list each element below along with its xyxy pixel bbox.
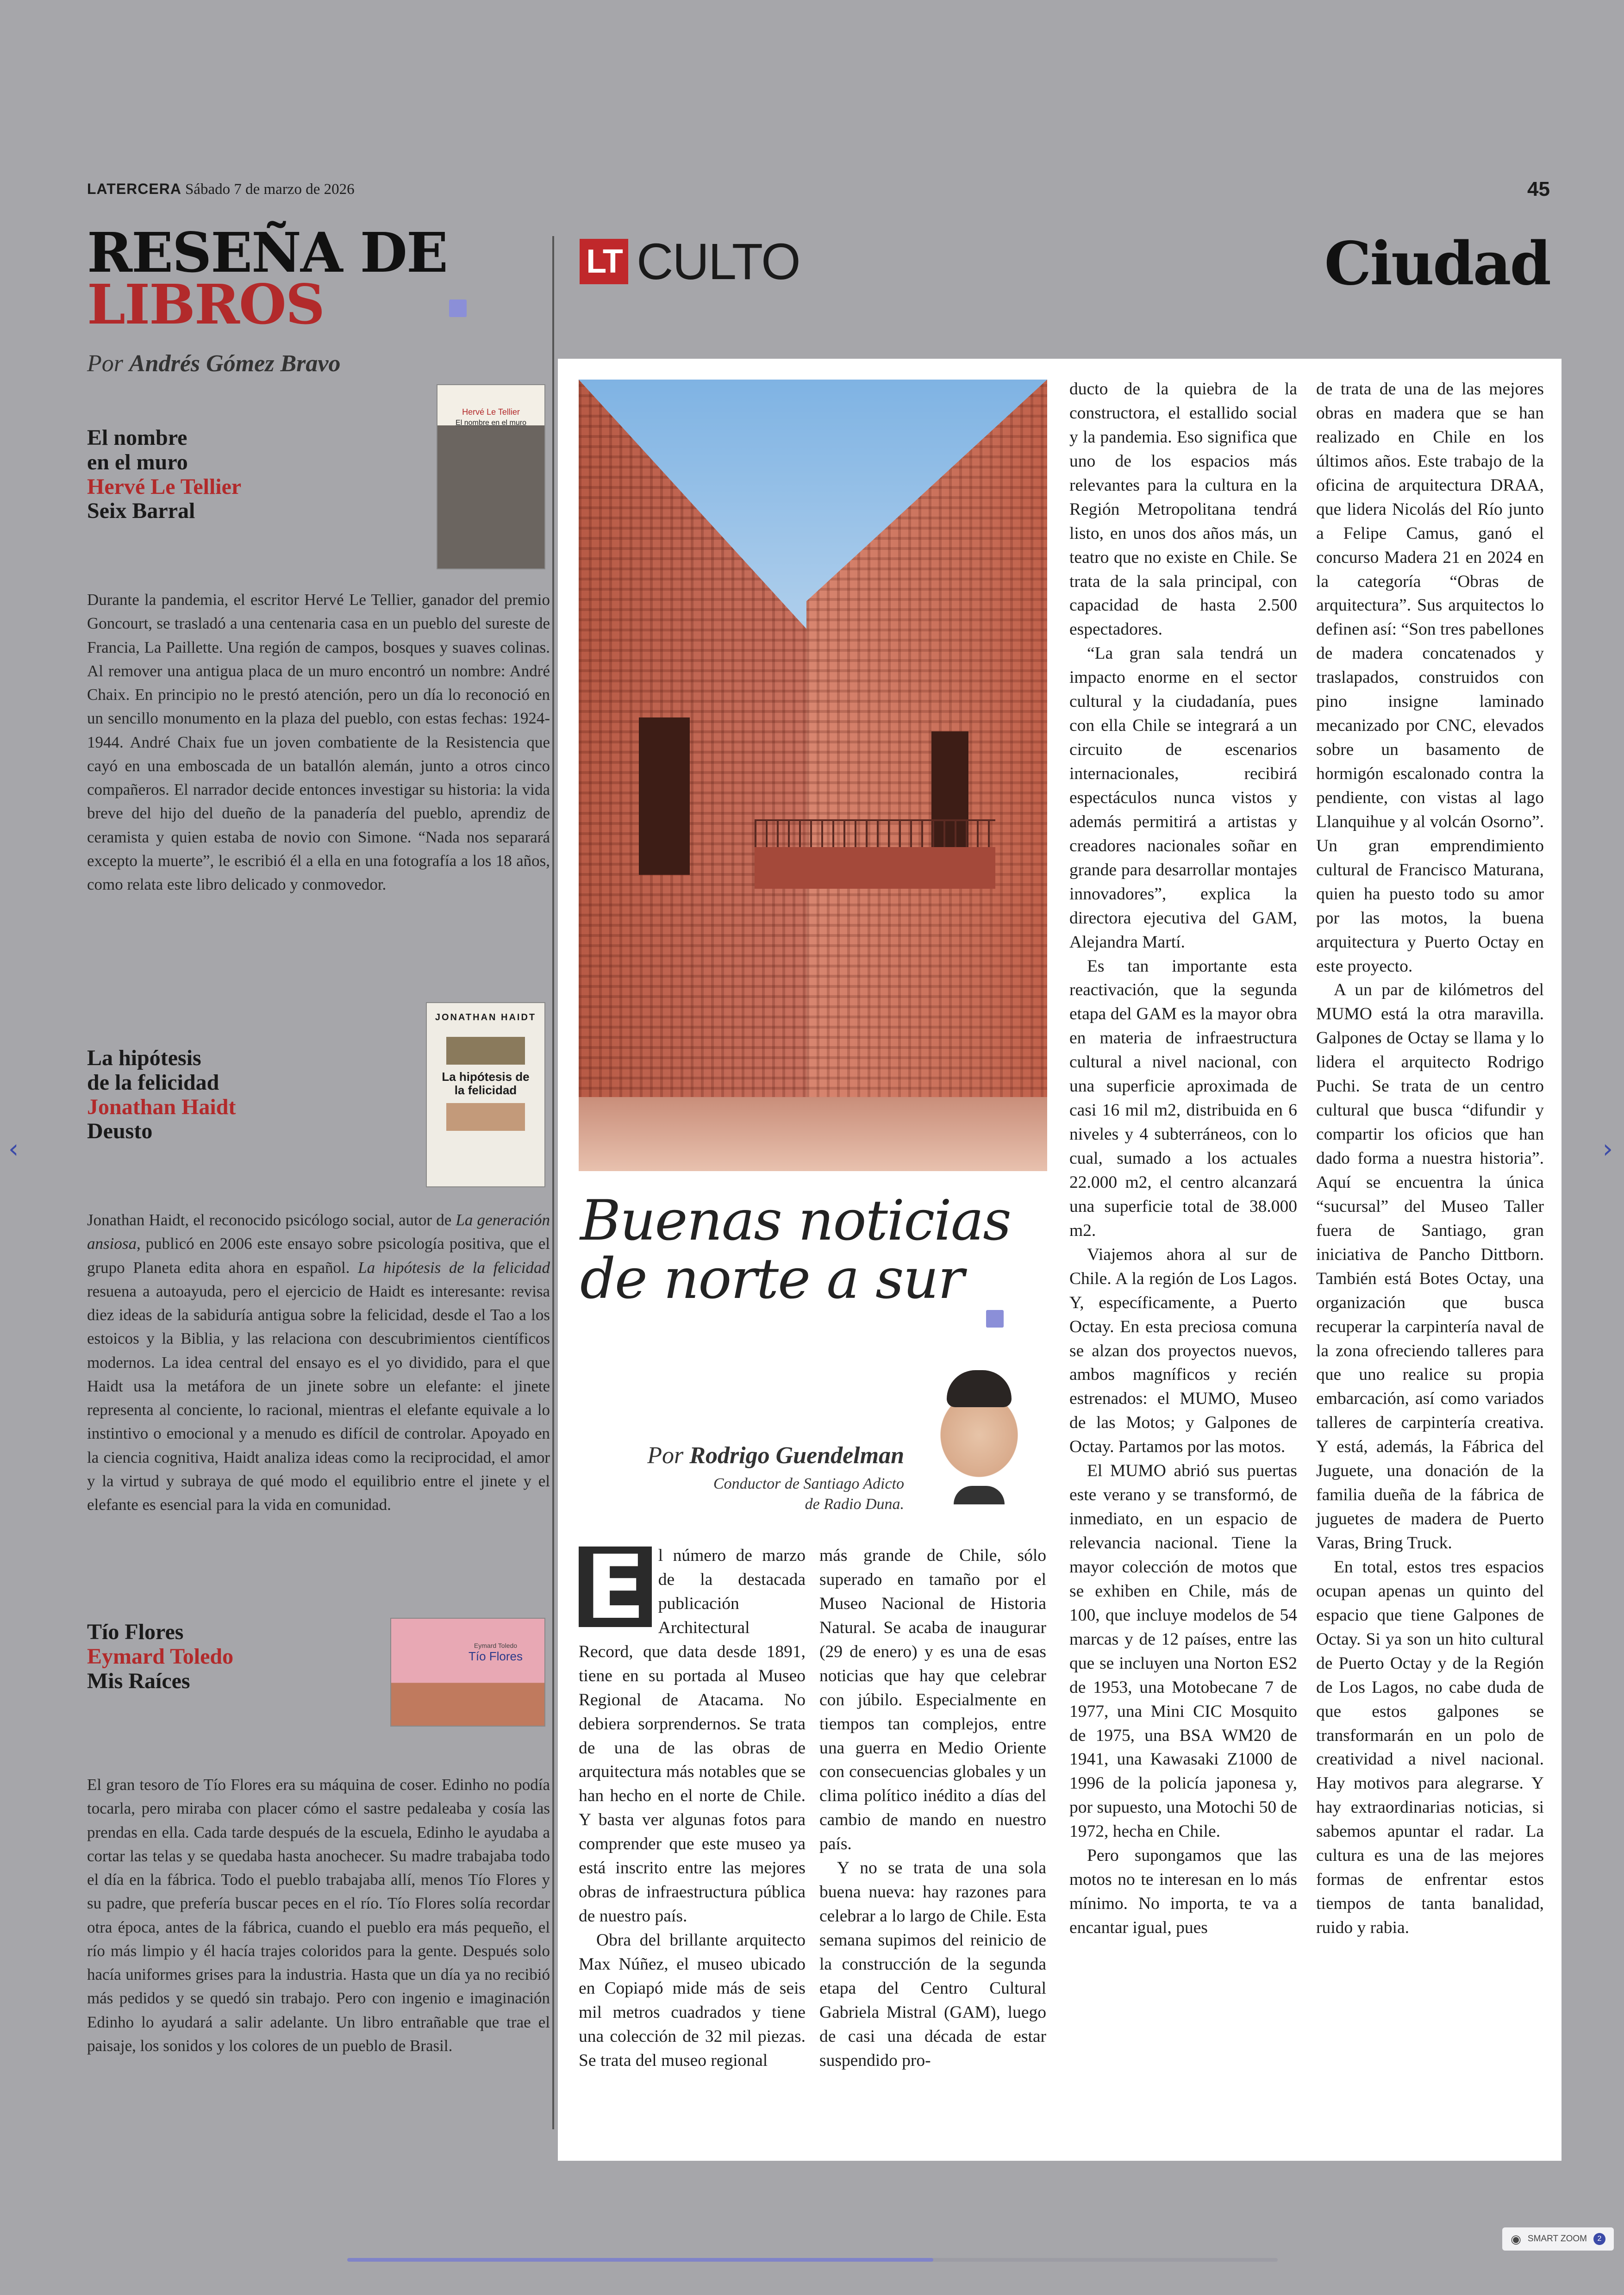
col2-paragraph-2: Y no se trata de una sola buena nueva: hay razones para celebrar a lo largo de Chile. Esta semana supimos del reinicio de la construcción de la segunda etapa del Centro Cultural Gabriela Mistral (GAM), luego de casi una década de estar suspendido pro-: [819, 1858, 1046, 2070]
book-reviews-column: [87, 220, 550, 2120]
newspaper-page: [74, 157, 1550, 2185]
photo-bridge-railing: [755, 819, 995, 847]
book-2-author: Jonathan Haidt: [87, 1094, 236, 1119]
zoom-marker-reviews[interactable]: [449, 299, 467, 317]
masthead-date: Sábado 7 de marzo de 2026: [185, 181, 355, 198]
author-role: [580, 1474, 904, 1515]
col3-paragraph-5: El MUMO abrió sus puertas este verano y se transformó, de inmediato, en un espacio de relevancia nacional. Tiene la mayor colección de motos que se exhiben en Chile, más de 100, que incluye modelos de 54 marcas y de 12 países, entre las que se incluyen una Norton ES2 de 1953, una Motobecane 7 de 1977, una Mini CIC Mosquito de 1975, una BSA WM20 de 1941, una Kawasaki Z1000 de 1996 de la policía japonesa y, por supuesto, una Motochi 50 de 1972, hecha en Chile.: [1069, 1461, 1297, 1841]
culto-logo: [580, 233, 800, 290]
book-2-cover-title: La hipótesis de la felicidad: [442, 1070, 530, 1097]
smart-zoom-badge: 2: [1593, 2233, 1605, 2245]
book-2-title-line1: La hipótesis: [87, 1046, 201, 1070]
col2-paragraph-1: más grande de Chile, sólo superado en tamaño por el Museo Nacional de Historia Natural. Se acaba de inaugurar (29 de enero) y es una de esas noticias que hay que celebrar con júbilo. Especialmente en tiempos tan complejos, entre una guerra en Medio Oriente con consecuencias globales y un clima político inédito a días del cambio de mando en nuestro país.: [819, 1546, 1046, 1854]
author-portrait: [926, 1366, 1032, 1504]
reviews-byline-name: Andrés Gómez Bravo: [129, 350, 341, 377]
author-name: Rodrigo Guendelman: [689, 1442, 904, 1469]
smart-zoom-button[interactable]: [1502, 2227, 1614, 2251]
zoom-marker-headline[interactable]: [986, 1310, 1004, 1328]
headline-line2: de norte a sur: [580, 1247, 964, 1311]
drop-cap: E: [579, 1547, 652, 1627]
headline-line1: Buenas noticias: [580, 1189, 1011, 1253]
smart-zoom-label: SMART ZOOM: [1527, 2234, 1587, 2244]
article: [558, 359, 1562, 2161]
book-3-cover: [390, 1618, 545, 1727]
photo-wall-right: [806, 380, 1047, 1171]
book-2-text-a: Jonathan Haidt, el reconocido psicólogo social, autor de: [87, 1211, 456, 1229]
section-name: Ciudad: [1324, 229, 1550, 299]
book-2-title-line2: de la felicidad: [87, 1070, 219, 1095]
book-2-cover-author: JONATHAN HAIDT: [435, 1012, 537, 1023]
author-role-line2: de Radio Duna.: [805, 1496, 904, 1513]
reviews-title-line2: LIBROS: [87, 272, 324, 337]
col3-paragraph-1: ducto de la quiebra de la constructora, el estallido social y la pandemia. Eso significa que uno de los espacios más relevantes para la cultura en la Región Metropolitana tendrá listo, en unos dos años más, un teatro que no existe en Chile. Se trata de la sala principal, con capacidad de hasta 2.500 espectadores.: [1069, 380, 1297, 639]
author-prefix: Por: [647, 1442, 684, 1469]
eye-icon: ◉: [1511, 2232, 1521, 2246]
book-review-2: [87, 1012, 550, 1514]
book-2-text-b: , publicó en 2006 este ensayo sobre psicología positiva, que el grupo Planeta edita ahora en español.: [87, 1235, 550, 1277]
book-2-text-italic-2: La hipótesis de la felicidad: [358, 1258, 550, 1277]
culto-logo-lt: LT: [580, 239, 628, 284]
col1-paragraph-1-text: l número de marzo de la destacada publicación Architectural Record, que data desde 1891, tiene en su portada al Museo Regional de Atacama. No debiera sorprendernos. Se trata de una de las obras de arquitectura más notables que se han hecho en el norte de Chile. Y basta ver algunas fotos para comprender que este museo ya está inscrito entre las mejores obras de infraestructura pública de nuestro país.: [579, 1546, 806, 1926]
culto-logo-word: CULTO: [637, 233, 800, 290]
article-author: [580, 1442, 904, 1515]
book-3-title-line1: Tío Flores: [87, 1620, 184, 1644]
book-1-cover-title: El nombre en el muro: [456, 419, 526, 427]
page-progress-fill: [347, 2258, 933, 2262]
reviews-byline: [87, 350, 550, 377]
article-photo: [579, 380, 1047, 1171]
photo-floor: [579, 1097, 1047, 1171]
photo-doorway-left: [639, 717, 690, 875]
author-name-line: [580, 1442, 904, 1469]
col4-paragraph-1: de trata de una de las mejores obras en madera que se han realizado en Chile en los últimos años. Este trabajo de la oficina de arquitectura DRAA, que lidera Nicolás del Río junto a Felipe Camus, ganó el concurso Madera 21 en 2024 en la categoría “Obras de arquitectura”. Sus arquitectos lo definen así: “Son tres pabellones de madera concatenados y traslapados, construidos con pino insigne laminado mecanizado por CNC, elevados sobre un basamento de hormigón escalonado contra la pendiente, con vistas al lago Llanquihue y al volcán Osorno”. Un gran emprendimiento cultural de Francisco Maturana, quien ha puesto todo su amor por las motos, la buena arquitectura y Puerto Octay en este proyecto.: [1316, 380, 1544, 976]
book-2-cover-art-top: [446, 1037, 525, 1065]
page-progress-bar[interactable]: [347, 2258, 1278, 2262]
article-column-1: [579, 1536, 806, 2073]
reviews-title-line1: RESEÑA DE: [87, 220, 447, 285]
book-2-text-c: resuena a autoayuda, pero el ejercicio de Haidt es interesante: revisa diez ideas de la sabiduría antigua sobre la felicidad, desde el Tao a los estoicos y la Biblia, y las relaciona con descubrimientos científicos modernos. La idea central del ensayo es el yo dividido, para el que Haidt usa la metáfora de un jinete sobre un elefante: el jinete representa al conciente, lo racional, mientras el elefante equivale a lo instintivo o emocional y a menudo es difícil de controlar. Apoyado en la ciencia cognitiva, Haidt analiza ideas como la reciprocidad, el amor y la virtud y subraya de qué modo el equilibrio entre el jinete y el elefante es esencial para la vida en comunidad.: [87, 1282, 550, 1514]
reviews-byline-prefix: Por: [87, 350, 123, 377]
book-2-cover: [426, 1002, 545, 1187]
book-2-publisher: Deusto: [87, 1119, 153, 1144]
book-3-cover-author: Eymard Toledo: [474, 1642, 518, 1649]
article-column-4: [1316, 377, 1544, 1940]
book-1-text: Durante la pandemia, el escritor Hervé Le Tellier, ganador del premio Goncourt, se trasladó a una centenaria casa en un pueblo del sureste de Francia, La Paillette. Una región de campos, bosques y suaves colinas. Al remover una antigua placa de un muro encontró un nombre: André Chaix. En principio no le prestó atención, pero un día lo reconoció en un sencillo monumento en la plaza del pueblo, con estas fechas: 1924-1944. André Chaix fue un joven combatiente de la Resistencia que cayó en una emboscada de un batallón alemán, junto a otros cinco compañeros. El narrador decide entonces investigar su historia: la vida breve del hijo del dueño de la panadería del pueblo, aprendiz de ceramista y quien estaba de novio con Simone. “Nada nos separará excepto la muerte”, le escribió él a ella en una fotografía a los 18 años, como relata este libro delicado y conmovedor.: [87, 591, 550, 894]
photo-bridge: [755, 847, 995, 889]
book-2-text-italic-1: La generación ansiosa: [87, 1211, 550, 1253]
book-3-author: Eymard Toledo: [87, 1644, 234, 1669]
prev-page-button[interactable]: ‹: [8, 1134, 19, 1164]
book-1-publisher: Seix Barral: [87, 499, 195, 524]
article-headline: [580, 1189, 1043, 1311]
book-review-1: [87, 407, 550, 894]
book-3-text: El gran tesoro de Tío Flores era su máquina de coser. Edinho no podía tocarla, pero miraba con placer cómo el sastre pedaleaba y cosía las prendas en ella. Cada tarde después de la escuela, Edinho le ayudaba a cortar las telas y se quedaba hasta anochecer. Su madre trabajaba todo el día en la fábrica. Todo el pueblo trabajaba allí, menos Tío Flores y su padre, que prefería buscar peces en el río. Tío Flores solía recordar otra época, antes de la fábrica, cuando el pueblo era más pequeño, el río más limpio y él hacía trajes coloridos para la gente. Después solo hacía uniformes grises para la industria. Hasta que un día ya no recibió más pedidos y se quedó sin trabajo. Pero con ingenio e imaginación Edinho lo ayudará a salir adelante. Un libro entrañable que trae el paisaje, los sonidos y los colores de un pueblo de Brasil.: [87, 1776, 550, 2055]
book-2-cover-art-bottom: [446, 1103, 525, 1131]
article-column-2: [819, 1544, 1046, 2073]
col3-paragraph-6: Pero supongamos que las motos no te interesan en lo más mínimo. No importa, te va a encantar igual, pues: [1069, 1846, 1297, 1937]
col4-paragraph-3: En total, estos tres espacios ocupan apenas un quinto del espacio que tiene Galpones de Octay. Si ya son un hito cultural de Puerto Octay y de la Región de Los Lagos, no cabe duda de que estos galpones se transformarán en un polo de creatividad a nivel nacional. Hay motivos para alegrarse. Y hay extraordinarias noticias, si sabemos apuntar el radar. La cultura es una de las mejores formas de enfrentar estos tiempos de tanta banalidad, ruido y rabia.: [1316, 1557, 1544, 1937]
col4-paragraph-2: A un par de kilómetros del MUMO está la otra maravilla. Galpones de Octay se llama y lo lidera el arquitecto Rodrigo Puchi. Se trata de un centro cultural que busca “difundir y compartir los oficios que han dado forma a nuestra historia”. Aquí se encuentra la única “sucursal” del Museo Taller fuera de Santiago, gran iniciativa de Pancho Dittborn. También está Botes Octay, una organización que busca recuperar la carpintería naval de la zona ofreciendo talleres para que uno realice su propia embarcación, así como variados talleres de carpintería creativa. Y está, además, la Fábrica del Juguete, una donación de la familia dueña de la fábrica de juguetes de madera de Puerto Varas, Bring Truck.: [1316, 980, 1544, 1553]
book-review-3: [87, 1620, 550, 2055]
col1-paragraph-2: Obra del brillante arquitecto Max Núñez, el museo ubicado en Copiapó mide más de seis mil metros cuadrados y tiene una colección de 32 mil piezas. Se trata del museo regional: [579, 1931, 806, 2070]
book-1-cover-author: Hervé Le Tellier: [462, 407, 520, 417]
col3-paragraph-4: Viajemos ahora al sur de Chile. A la región de Los Lagos. Y, específicamente, a Puerto Octay. En esta preciosa comuna se alzan dos proyectos nuevos, ambos magníficos y recién estrenados: el MUMO, Museo de las Motos; y Galpones de Octay. Partamos por las motos.: [1069, 1245, 1297, 1457]
col3-paragraph-2: “La gran sala tendrá un impacto enorme en el sector cultural y la ciudadanía, pues con ella Chile se integrará a un circuito de escenarios internacionales, recibirá espectáculos nunca vistos y además permitirá a artistas y creadores nacionales soñar en grande para desarrollar montajes innovadores”, explica la directora ejecutiva del GAM, Alejandra Martí.: [1069, 644, 1297, 952]
next-page-button[interactable]: ›: [1602, 1134, 1613, 1164]
page-number: 45: [1527, 178, 1550, 200]
column-divider: [552, 236, 554, 2129]
masthead: [87, 178, 1550, 208]
book-1-title-line2: en el muro: [87, 449, 188, 474]
photo-wall-left: [579, 380, 810, 1171]
reviews-section-title: [87, 220, 550, 337]
masthead-brand: LATERCERA: [87, 181, 181, 197]
book-1-cover: [437, 384, 545, 569]
book-1-title-line1: El nombre: [87, 425, 187, 450]
book-2-text: [87, 1208, 550, 1516]
col1-paragraph-1: [579, 1536, 806, 1928]
col3-paragraph-3: Es tan importante esta reactivación, que la segunda etapa del GAM es la mayor obra en materia de infraestructura cultural a nivel nacional, con una superficie aproximada de casi 16 mil m2, distribuida en 6 niveles y 4 subterráneos, con lo cual, sumado a los actuales 22.000 m2, el centro alcanzará una superficie total de 38.000 m2.: [1069, 956, 1297, 1240]
author-role-line1: Conductor de Santiago Adicto: [713, 1475, 904, 1492]
book-3-cover-title: Tío Flores: [468, 1649, 523, 1663]
article-column-3: [1069, 377, 1297, 1940]
book-3-publisher: Mis Raíces: [87, 1668, 190, 1693]
book-1-author: Hervé Le Tellier: [87, 474, 242, 499]
